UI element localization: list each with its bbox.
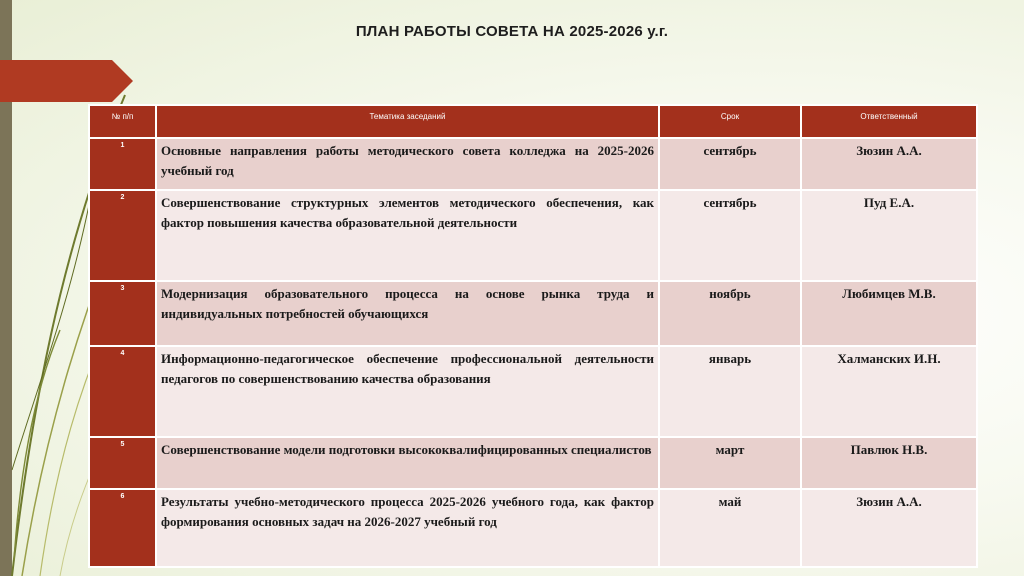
row-term: январь bbox=[659, 346, 801, 437]
decor-curve bbox=[14, 330, 60, 560]
row-num: 1 bbox=[89, 138, 156, 190]
row-topic: Модернизация образовательного процесса на основе рынка труда и индивидуальных потребностей обучающихся bbox=[156, 281, 659, 346]
row-topic: Результаты учебно-методического процесса 2025-2026 учебного года, как фактор формирования основных задач на 2026-2027 учебный год bbox=[156, 489, 659, 567]
row-responsible: Зюзин А.А. bbox=[801, 138, 977, 190]
row-responsible: Любимцев М.В. bbox=[801, 281, 977, 346]
table-header-row bbox=[89, 105, 977, 138]
header-term: Срок bbox=[659, 105, 801, 138]
row-topic: Информационно-педагогическое обеспечение профессиональной деятельности педагогов по совершенствованию качества образования bbox=[156, 346, 659, 437]
red-arrow-banner bbox=[0, 60, 133, 102]
row-responsible: Павлюк Н.В. bbox=[801, 437, 977, 489]
row-responsible: Зюзин А.А. bbox=[801, 489, 977, 567]
header-num: № п/п bbox=[89, 105, 156, 138]
table-row bbox=[89, 281, 977, 346]
row-num: 2 bbox=[89, 190, 156, 281]
table-row bbox=[89, 138, 977, 190]
header-topic: Тематика заседаний bbox=[156, 105, 659, 138]
table-row bbox=[89, 437, 977, 489]
row-num: 5 bbox=[89, 437, 156, 489]
row-term: март bbox=[659, 437, 801, 489]
row-term: сентябрь bbox=[659, 138, 801, 190]
row-topic: Совершенствование модели подготовки высококвалифицированных специалистов bbox=[156, 437, 659, 489]
row-topic: Совершенствование структурных элементов методического обеспечения, как фактор повышения качества образовательной деятельности bbox=[156, 190, 659, 281]
row-topic: Основные направления работы методического совета колледжа на 2025-2026 учебный год bbox=[156, 138, 659, 190]
slide-title: ПЛАН РАБОТЫ СОВЕТА НА 2025-2026 у.г. bbox=[355, 23, 669, 40]
table-row bbox=[89, 346, 977, 437]
row-num: 4 bbox=[89, 346, 156, 437]
row-term: май bbox=[659, 489, 801, 567]
row-term: ноябрь bbox=[659, 281, 801, 346]
row-responsible: Пуд Е.А. bbox=[801, 190, 977, 281]
table-row bbox=[89, 190, 977, 281]
row-num: 6 bbox=[89, 489, 156, 567]
row-responsible: Халманских И.Н. bbox=[801, 346, 977, 437]
header-responsible: Ответственный bbox=[801, 105, 977, 138]
table-row bbox=[89, 489, 977, 567]
row-num: 3 bbox=[89, 281, 156, 346]
plan-table bbox=[88, 104, 978, 568]
row-term: сентябрь bbox=[659, 190, 801, 281]
